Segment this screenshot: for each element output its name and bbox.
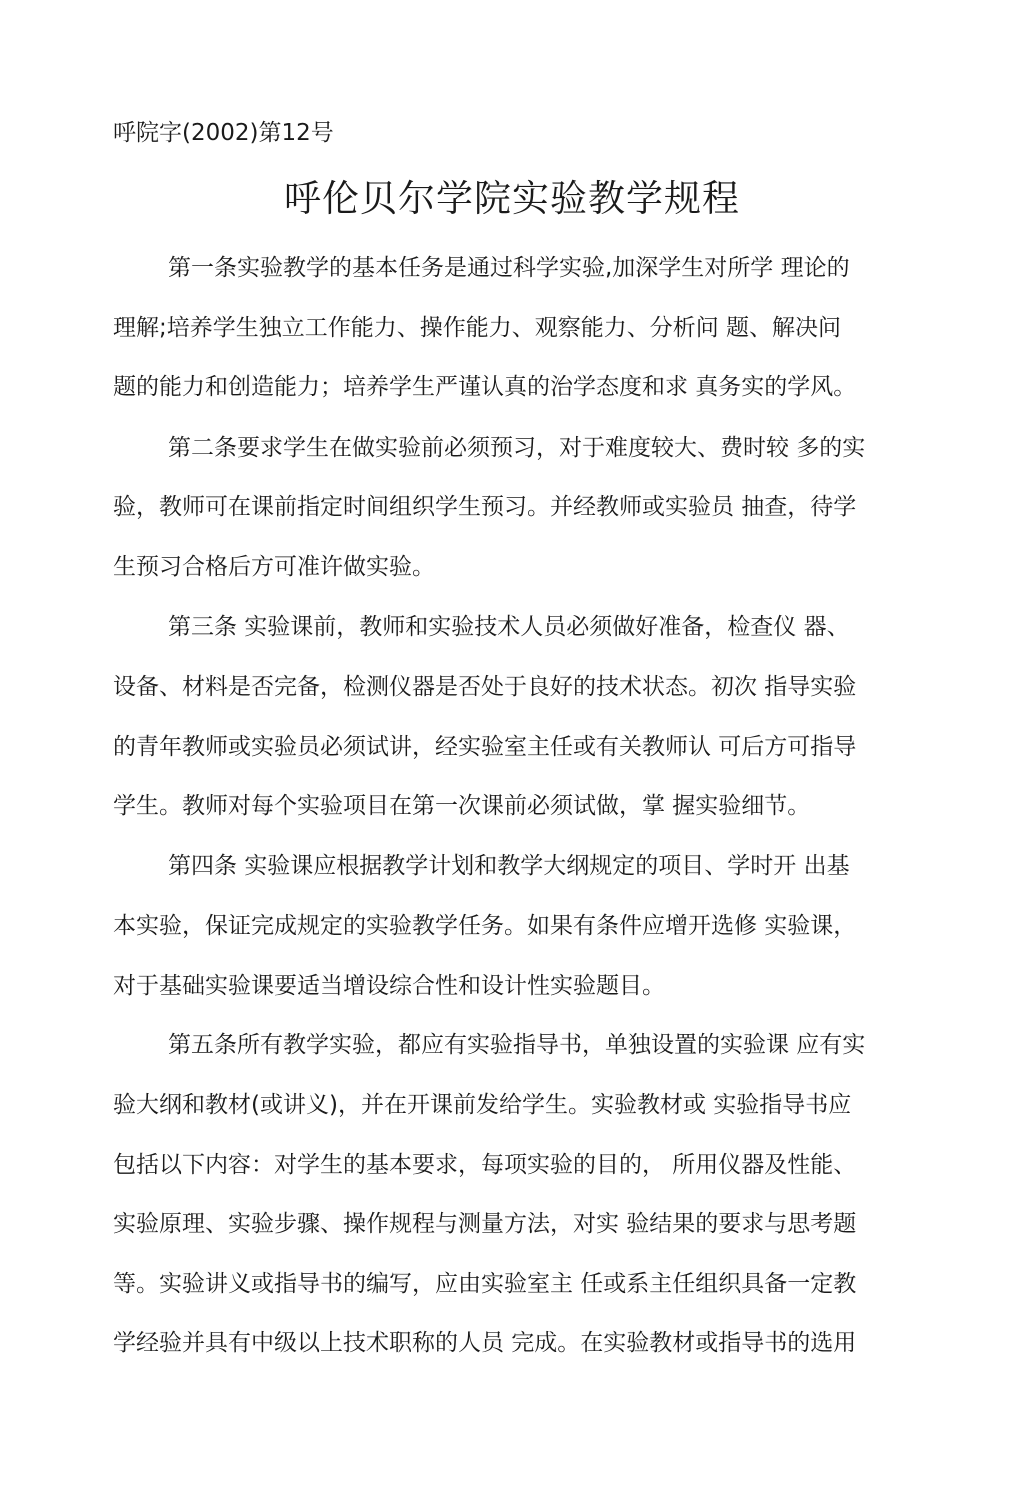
body-line: 实验原理、实验步骤、操作规程与测量方法，对实 验结果的要求与思考题 bbox=[113, 1211, 857, 1237]
body-line: 生预习合格后方可准许做实验。 bbox=[113, 554, 435, 580]
body-line: 等。实验讲义或指导书的编写，应由实验室主 任或系主任组织具备一定教 bbox=[113, 1271, 857, 1297]
body-line: 第一条实验教学的基本任务是通过科学实验,加深学生对所学 理论的 bbox=[168, 255, 850, 281]
body-line: 验大纲和教材(或讲义)，并在开课前发给学生。实验教材或 实验指导书应 bbox=[113, 1092, 852, 1118]
body-line: 理解;培养学生独立工作能力、操作能力、观察能力、分析问 题、解决问 bbox=[113, 315, 842, 341]
body-line: 设备、材料是否完备，检测仪器是否处于良好的技术状态。初次 指导实验 bbox=[113, 674, 857, 700]
body-line: 第四条 实验课应根据教学计划和教学大纲规定的项目、学时开 出基 bbox=[168, 853, 850, 879]
body-line: 本实验，保证完成规定的实验教学任务。如果有条件应增开选修 实验课， bbox=[113, 913, 857, 939]
body-line: 的青年教师或实验员必须试讲，经实验室主任或有关教师认 可后方可指导 bbox=[113, 734, 857, 760]
body-line: 包括以下内容：对学生的基本要求，每项实验的目的， 所用仪器及性能、 bbox=[113, 1152, 857, 1178]
body-line: 第三条 实验课前，教师和实验技术人员必须做好准备，检查仪 器、 bbox=[168, 614, 850, 640]
body-line: 对于基础实验课要适当增设综合性和设计性实验题目。 bbox=[113, 973, 665, 999]
body-line: 题的能力和创造能力；培养学生严谨认真的治学态度和求 真务实的学风。 bbox=[113, 374, 857, 400]
document-title: 呼伦贝尔学院实验教学规程 bbox=[284, 177, 740, 220]
body-line: 第五条所有教学实验，都应有实验指导书，单独设置的实验课 应有实 bbox=[168, 1032, 866, 1058]
body-line: 学生。教师对每个实验项目在第一次课前必须试做，掌 握实验细节。 bbox=[113, 793, 811, 819]
document-number: 呼院字(2002)第12号 bbox=[113, 120, 334, 146]
body-line: 第二条要求学生在做实验前必须预习，对于难度较大、费时较 多的实 bbox=[168, 435, 866, 461]
body-line: 学经验并具有中级以上技术职称的人员 完成。在实验教材或指导书的选用 bbox=[113, 1330, 857, 1356]
body-line: 验，教师可在课前指定时间组织学生预习。并经教师或实验员 抽查，待学 bbox=[113, 494, 857, 520]
